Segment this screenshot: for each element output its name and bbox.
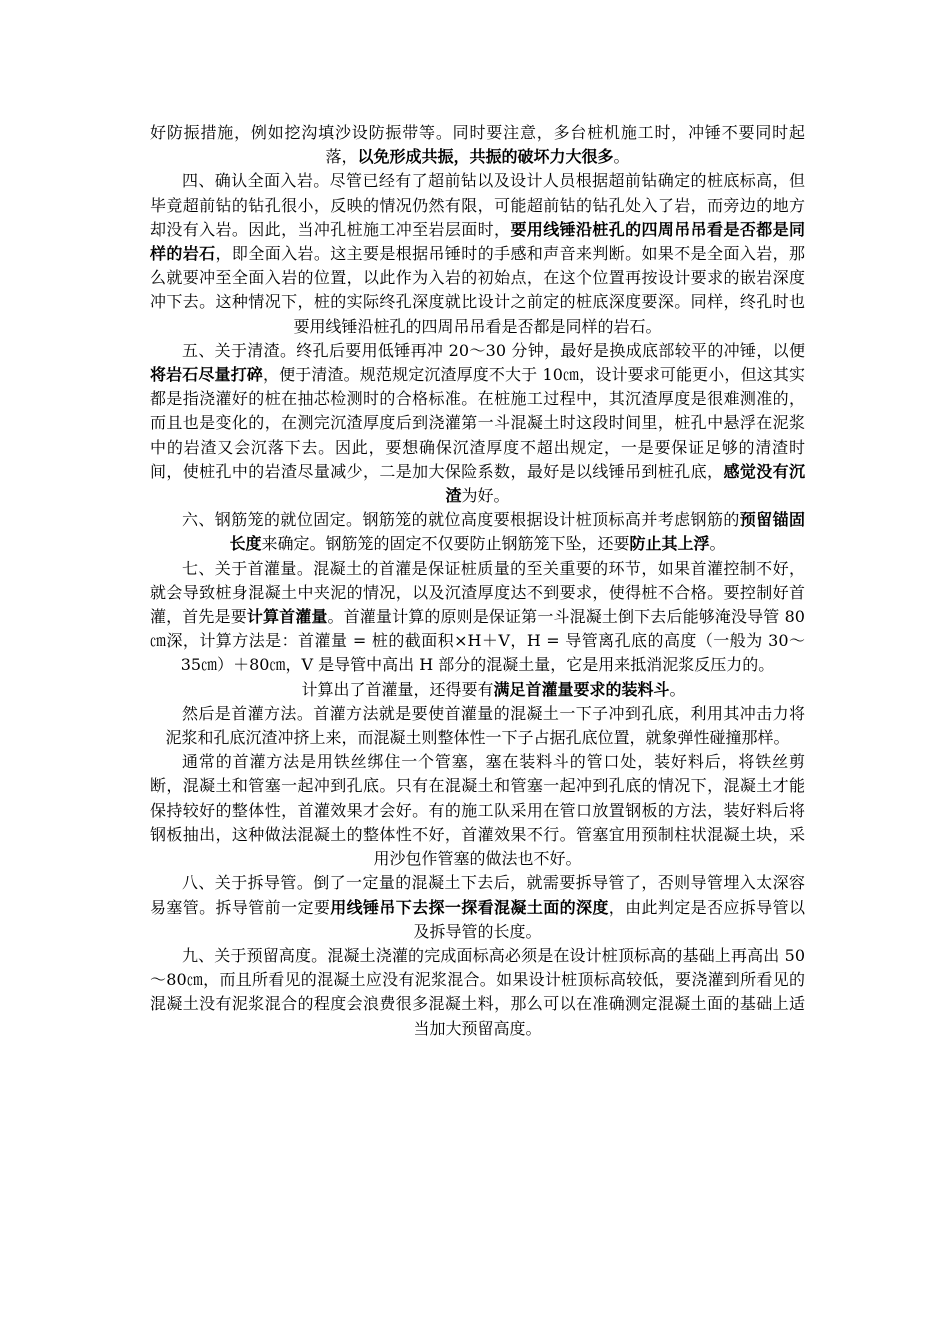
text-segment: 八、关于拆导管。倒了一定量的混凝土下去后，就需要拆导管了，否则导管埋入太深容易塞管。拆导管前一定要 [150, 873, 805, 917]
bold-text: 计算首灌量 [246, 607, 328, 627]
paragraph [150, 121, 805, 169]
text-segment: 四、确认全面入岩。尽管已经有了超前钻以及设计人员根据超前钻确定的桩底标高，但毕竟超前钻的钻孔很小，反映的情况仍然有限，可能超前钻的钻孔处入了岩，而旁边的地方却没有入岩。因此，当冲孔桩施工冲至岩层面时， [150, 171, 805, 239]
text-segment: 来确定。钢筋笼的固定不仅要防止钢筋笼下坠，还要 [261, 534, 630, 554]
text-segment: 。首灌量计算的原则是保证第一斗混凝土倒下去后能够淹没导管 80㎝深，计算方法是：首灌量 = 桩的截面积×H＋V，H = 导管离孔底的高度（一般为 30～35㎝）＋80㎝，V 是导管中高出 H 部分的混凝土量，它是用来抵消泥浆反压力的。 [150, 607, 805, 675]
paragraph [150, 678, 805, 702]
bold-text: 将岩石尽量打碎 [150, 365, 263, 385]
text-segment: 七、关于首灌量。混凝土的首灌是保证桩质量的至关重要的环节，如果首灌控制不好，就会导致桩身混凝土中夹泥的情况，以及沉渣厚度达不到要求，使得桩不合格。要控制好首灌，首先是要 [150, 558, 805, 627]
bold-text: 用线锤吊下去探一探看混凝土面的深度 [330, 897, 609, 917]
text-segment: ，由此判定是否应拆导管以及拆导管的长度。 [413, 897, 805, 941]
text-segment: 五、关于清渣。终孔后要用低锤再冲 20～30 分钟，最好是换成底部较平的冲锤，以便 [182, 340, 805, 360]
paragraph [150, 557, 805, 678]
text-segment: 然后是首灌方法。首灌方法就是要使首灌量的混凝土一下子冲到孔底，利用其冲击力将泥浆和孔底沉渣冲挤上来，而混凝土则整体性一下子占据孔底位置，就象弹性碰撞那样。 [165, 703, 805, 748]
text-segment: 计算出了首灌量，还得要有 [301, 679, 494, 699]
bold-text: 感觉没有沉渣 [445, 461, 805, 506]
paragraph [150, 702, 805, 750]
text-segment: 六、钢筋笼的就位固定。钢筋笼的就位高度要根据设计桩顶标高并考虑钢筋的 [182, 510, 740, 530]
paragraph [150, 339, 805, 508]
paragraph [150, 169, 805, 338]
paragraph [150, 508, 805, 556]
text-segment: 通常的首灌方法是用铁丝绑住一个管塞，塞在装料斗的管口处，装好料后，将铁丝剪断，混凝土和管塞一起冲到孔底。只有在混凝土和管塞一起冲到孔底的情况下，混凝土才能保持较好的整体性，首灌效果才会好。有的施工队采用在管口放置钢板的方法，装好料后将钢板抽出，这种做法混凝土的整体性不好，首灌效果不行。管塞宜用预制柱状混凝土块，采用沙包作管塞的做法也不好。 [150, 752, 805, 869]
bold-text: 要用线锤沿桩孔的四周吊吊看是否都是同样的岩石 [150, 219, 805, 264]
bold-text: 防止其上浮 [629, 534, 710, 554]
text-segment: 。 [709, 534, 726, 554]
bold-text: 以免形成共振，共振的破坏力大很多 [357, 147, 614, 167]
paragraph [150, 750, 805, 871]
document-body [150, 121, 805, 1041]
text-segment: 九、关于预留高度。混凝土浇灌的完成面标高必须是在设计桩顶标高的基础上再高出 50～80㎝，而且所看见的混凝土应没有泥浆混合。如果设计桩顶标高较低，要浇灌到所看见的混凝土没有泥浆混合的程度会浪费很多混凝土料，那么可以在准确测定混凝土面的基础上适当加大预留高度。 [150, 945, 805, 1038]
text-segment: 。 [613, 147, 630, 167]
paragraph [150, 871, 805, 944]
text-segment: 。 [669, 679, 686, 699]
bold-text: 满足首灌量要求的装料斗 [493, 679, 670, 699]
text-segment: 为好。 [461, 486, 510, 506]
bold-text: 预留锚固长度 [229, 510, 805, 554]
text-segment: ，即全面入岩。这主要是根据吊锤时的手感和声音来判断。如果不是全面入岩，那么就要冲至全面入岩的位置，以此作为入岩的初始点，在这个位置再按设计要求的嵌岩深度冲下去。这种情况下，桩的实际终孔深度就比设计之前定的桩底深度要深。同样，终孔时也要用线锤沿桩孔的四周吊吊看是否都是同样的岩石。 [150, 244, 805, 336]
paragraph [150, 944, 805, 1041]
text-segment: 好防振措施，例如挖沟填沙设防振带等。同时要注意，多台桩机施工时，冲锤不要同时起落， [150, 123, 805, 167]
text-segment: ，便于清渣。规范规定沉渣厚度不大于 10㎝，设计要求可能更小，但这其实都是指浇灌好的桩在抽芯检测时的合格标准。在桩施工过程中，其沉渣厚度是很难测准的，而且也是变化的，在测完沉渣厚度后到浇灌第一斗混凝土时这段时间里，桩孔中悬浮在泥浆中的岩渣又会沉落下去。因此，要想确保沉渣厚度不超出规定，一是要保证足够的清渣时间，使桩孔中的岩渣尽量减少，二是加大保险系数，最好是以线锤吊到桩孔底， [150, 365, 805, 481]
